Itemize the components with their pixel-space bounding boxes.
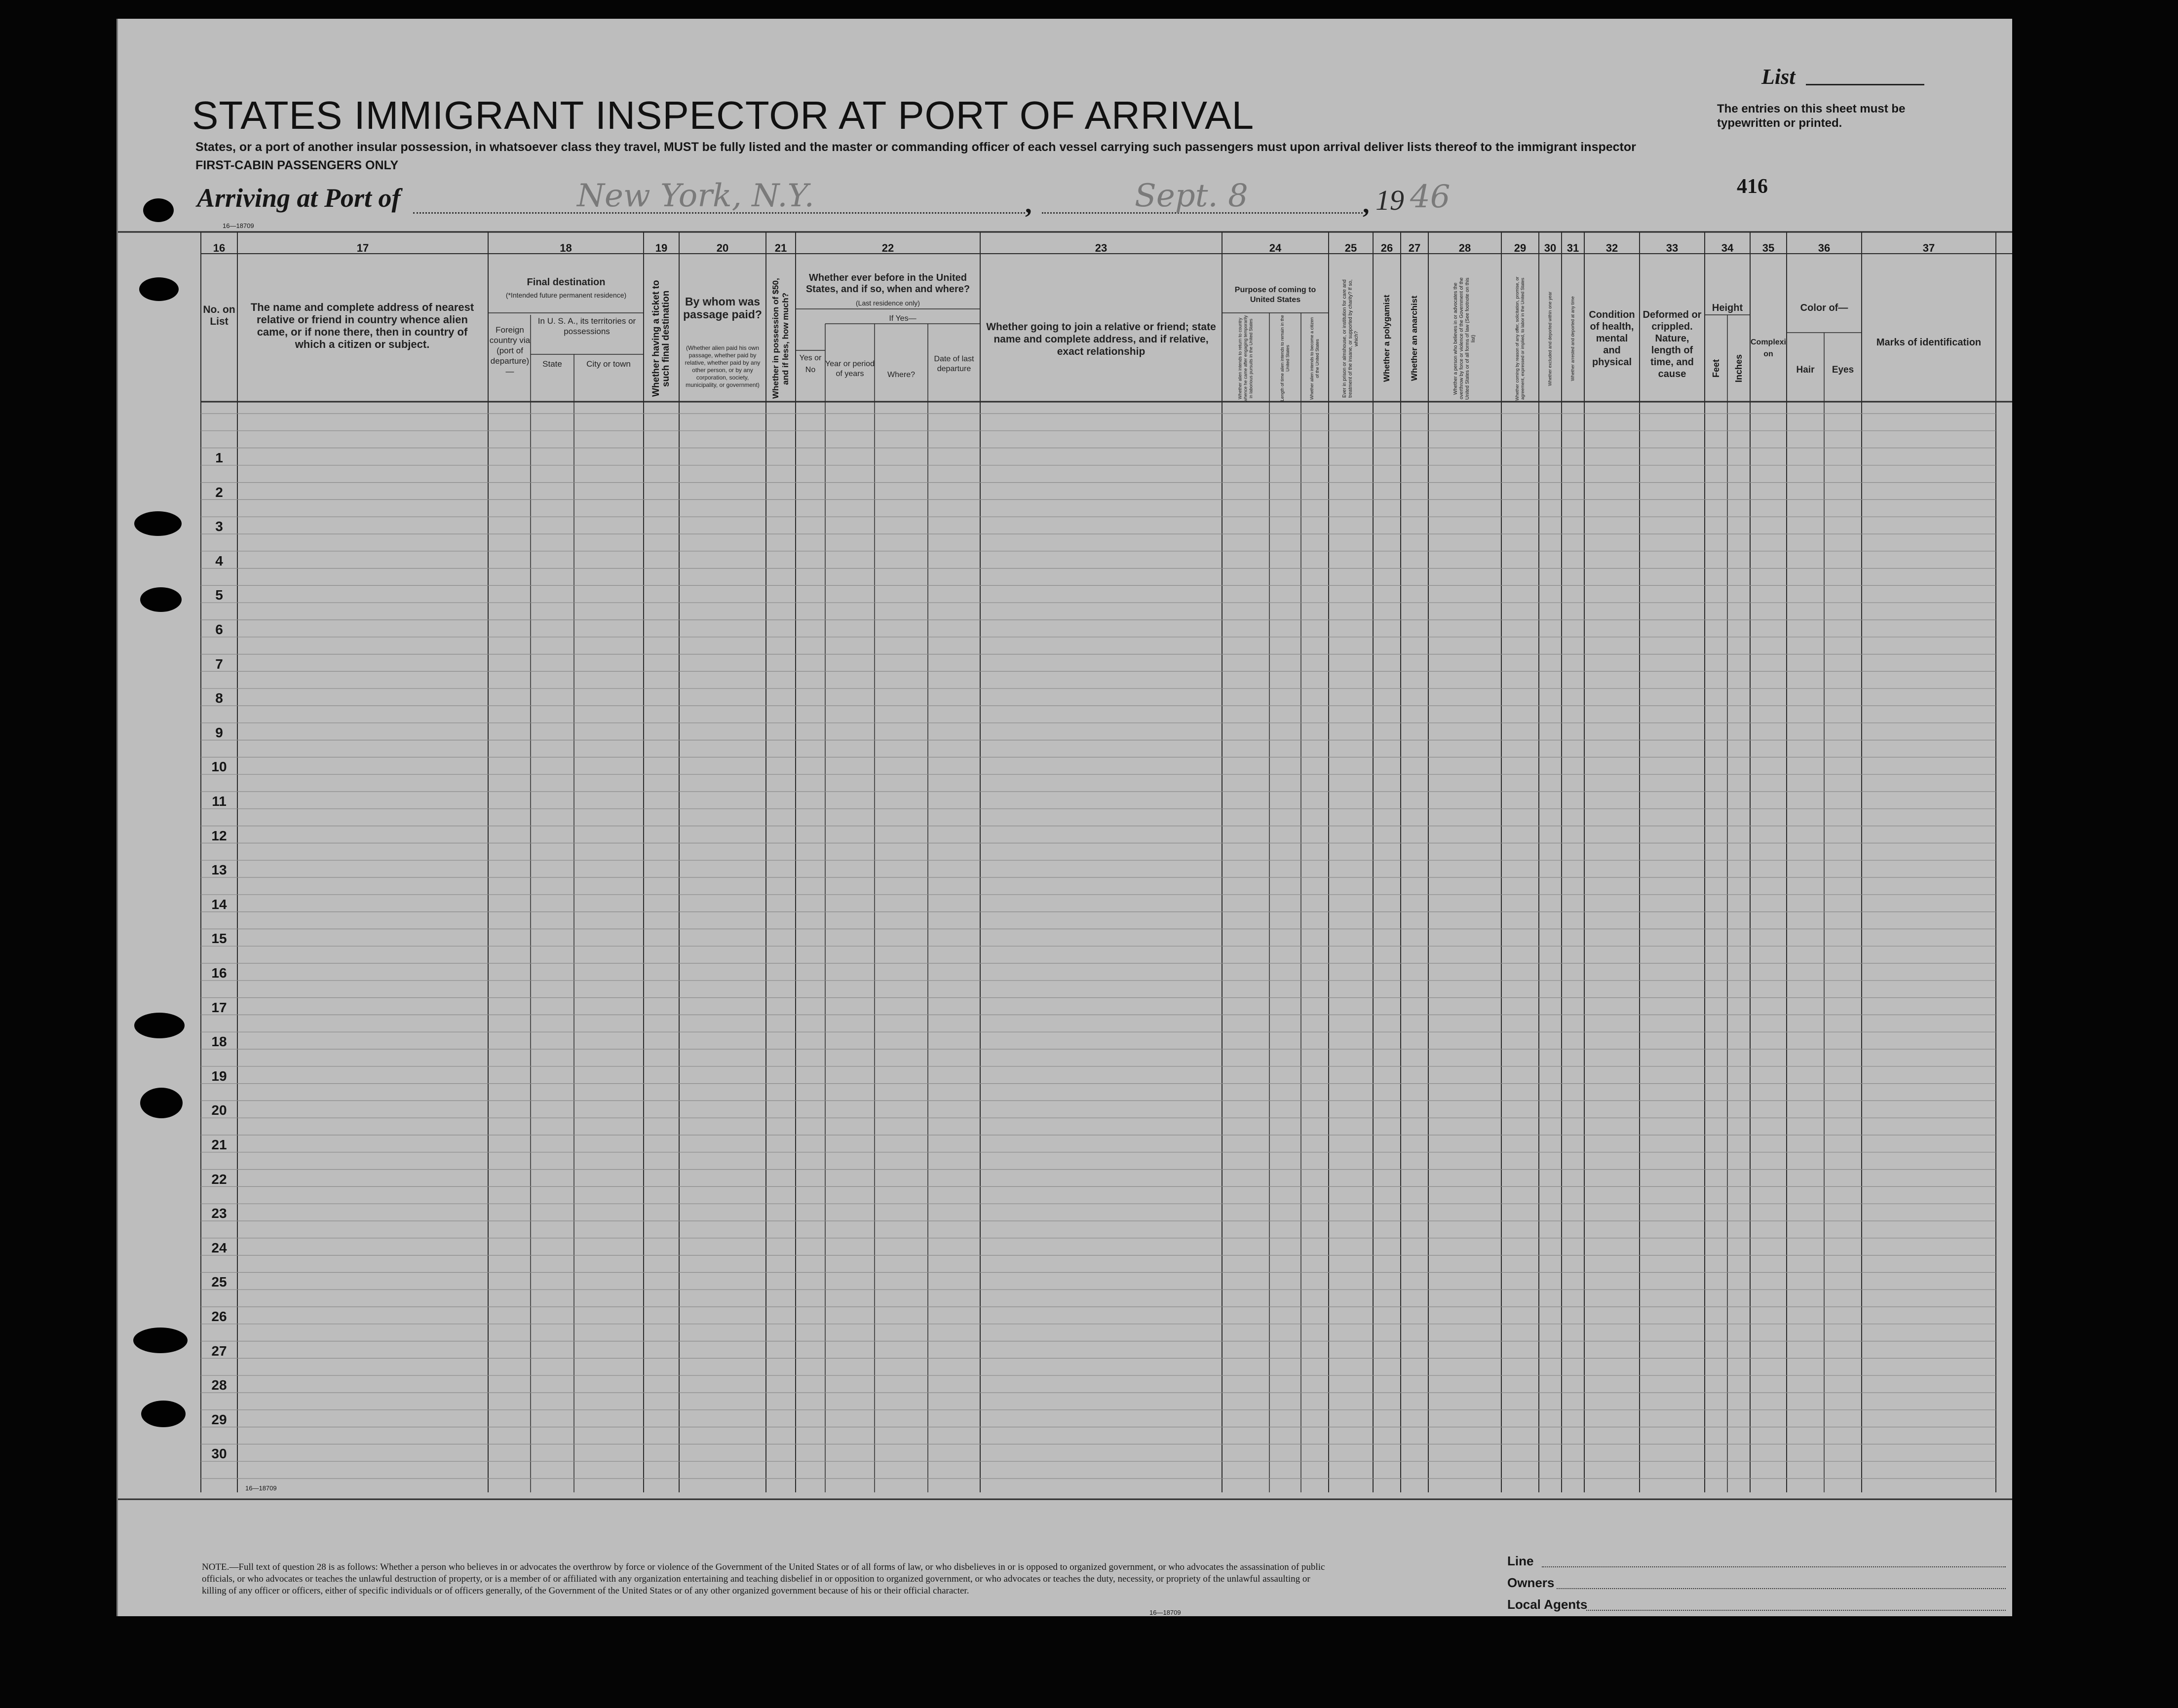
colnum-34: 34 bbox=[1721, 242, 1734, 254]
year-prefix: 19 bbox=[1376, 184, 1404, 216]
row-number: 22 bbox=[211, 1171, 227, 1187]
header-inches: Inches bbox=[1734, 354, 1744, 382]
row-number: 16 bbox=[211, 965, 227, 981]
row-number: 12 bbox=[211, 828, 227, 843]
form-number-top: 16—18709 bbox=[223, 222, 254, 229]
row-number: 17 bbox=[211, 999, 227, 1015]
hole-punch bbox=[133, 1328, 188, 1353]
header-fifty-dollars: Whether in possession of $50, and if less, how much? bbox=[771, 278, 790, 399]
colnum-35: 35 bbox=[1762, 242, 1775, 254]
hole-punch bbox=[139, 277, 179, 301]
row-number: 28 bbox=[211, 1377, 227, 1393]
colnum-31: 31 bbox=[1567, 242, 1579, 254]
row-number: 10 bbox=[211, 759, 227, 775]
colnum-24: 24 bbox=[1269, 242, 1282, 254]
colnum-37: 37 bbox=[1922, 242, 1935, 254]
row-number: 24 bbox=[211, 1240, 227, 1255]
header-in-usa: In U. S. A., its territories or possessions bbox=[537, 316, 636, 336]
hole-punch bbox=[134, 1013, 185, 1038]
header-passage-paid: By whom was passage paid? bbox=[683, 295, 762, 321]
header-ticket: Whether having a ticket to such final destination bbox=[651, 280, 671, 397]
hole-punch bbox=[143, 198, 174, 222]
colnum-16: 16 bbox=[213, 242, 226, 254]
row-number: 5 bbox=[215, 587, 223, 603]
local-agents-label: Local Agents bbox=[1507, 1597, 1588, 1612]
header-joining-relative: Whether going to join a relative or friend; state name and complete address, and if relative, exact relationship bbox=[986, 321, 1216, 357]
header-nearest-relative: The name and complete address of nearest relative or friend in country whence alien came, or if none there, then in country of which a citizen or subject. bbox=[250, 301, 474, 350]
comma-separator-2: , bbox=[1363, 189, 1370, 219]
row-number: 2 bbox=[215, 484, 223, 500]
row-number: 25 bbox=[211, 1274, 227, 1290]
row-number: 21 bbox=[211, 1137, 227, 1152]
form-instructions: States, or a port of another insular possession, in whatsoever class they travel, MUST be fully listed and the master or commanding officer of each vessel carrying such passengers must upon arrival deliver lists thereof to the immigrant inspector bbox=[195, 140, 1636, 154]
colnum-27: 27 bbox=[1408, 242, 1421, 254]
row-number: 1 bbox=[215, 450, 223, 465]
header-complexion: Complexion bbox=[1750, 338, 1786, 358]
hole-punch bbox=[141, 1401, 186, 1427]
header-labor-offer: Whether coming by reason of any offer, solicitation, promise, or agreement, expressed or implied, to labor in the United States bbox=[1515, 276, 1525, 401]
owners-field[interactable] bbox=[1557, 1588, 2006, 1589]
colnum-29: 29 bbox=[1514, 242, 1527, 254]
line-field[interactable] bbox=[1542, 1566, 2006, 1567]
colnum-18: 18 bbox=[560, 242, 572, 254]
typewritten-notice: The entries on this sheet must be typewritten or printed. bbox=[1717, 102, 1906, 130]
header-identification-marks: Marks of identification bbox=[1876, 337, 1982, 348]
footnote-question-28: NOTE.—Full text of question 28 is as follows: Whether a person who believes in or advocates the overthrow by force or violence of the Government of the United States or of all forms of law, or who disbelieves in or is opposed to organized government, or who advocates the assassination of public officials, or who advocates or teaches the unlawful destruction of property, or is a member of or affiliated with any organization entertaining and teaching disbelief in or opposition to organized government, or who advocates or teaches the duty, necessity, or propriety of the unlawful assaulting or killing of any officer or officers, either of specific individuals or of officers generally, of the Government of the United States or of any other organized government because of his or their official character. bbox=[202, 1562, 1325, 1596]
header-where: Where? bbox=[887, 371, 916, 379]
header-final-destination: Final destination bbox=[527, 277, 606, 288]
row-number: 6 bbox=[215, 622, 223, 637]
row-number: 9 bbox=[215, 724, 223, 740]
row-number: 14 bbox=[211, 896, 227, 912]
header-final-destination-note: (*Intended future permanent residence) bbox=[505, 291, 627, 299]
colnum-30: 30 bbox=[1544, 242, 1557, 254]
line-label: Line bbox=[1507, 1554, 1534, 1568]
local-agents-field[interactable] bbox=[1586, 1610, 2006, 1611]
row-number: 27 bbox=[211, 1343, 227, 1359]
colnum-19: 19 bbox=[655, 242, 668, 254]
row-number: 13 bbox=[211, 862, 227, 878]
colnum-23: 23 bbox=[1095, 242, 1108, 254]
manifest-sheet bbox=[116, 19, 2012, 1616]
row-number: 18 bbox=[211, 1034, 227, 1050]
comma-separator: , bbox=[1025, 189, 1032, 219]
form-number-bottom: 16—18709 bbox=[245, 1484, 277, 1492]
header-polygamist: Whether a polygamist bbox=[1382, 295, 1391, 382]
row-number: 20 bbox=[211, 1102, 227, 1118]
header-foreign-country: Foreign country via (port of departure)— bbox=[489, 325, 531, 376]
header-deformed: Deformed or crippled. Nature, length of time, and cause bbox=[1643, 309, 1702, 380]
row-number: 4 bbox=[215, 553, 223, 569]
header-last-departure: Date of last departure bbox=[934, 355, 974, 373]
row-number: 29 bbox=[211, 1411, 227, 1427]
header-color-of: Color of— bbox=[1800, 303, 1848, 313]
date-value-handwritten: Sept. 8 bbox=[1135, 178, 1248, 214]
header-purpose: Purpose of coming to United States bbox=[1234, 286, 1316, 304]
row-number: 23 bbox=[211, 1206, 227, 1221]
header-last-residence: (Last residence only) bbox=[856, 299, 920, 307]
row-number: 30 bbox=[211, 1446, 227, 1462]
colnum-28: 28 bbox=[1458, 242, 1471, 254]
list-label: List bbox=[1761, 65, 1796, 89]
header-overthrow: Whether a person who believes in or advocates the overthrow by force or violence of the Government of the United States or of all forms of law (See footnote on this list) bbox=[1453, 277, 1476, 400]
header-yes-or-no: Yes or No bbox=[799, 354, 822, 374]
colnum-20: 20 bbox=[716, 242, 729, 254]
passenger-class: FIRST-CABIN PASSENGERS ONLY bbox=[195, 158, 399, 172]
hole-punch bbox=[140, 587, 182, 612]
port-value-handwritten: New York, N.Y. bbox=[577, 178, 814, 214]
colnum-22: 22 bbox=[881, 242, 894, 254]
header-prison-almshouse: Ever in prison or almshouse, or institution for care and treatment of the insane, or supported by charity? If so, which? bbox=[1342, 279, 1359, 398]
header-no-on-list: No. on List bbox=[203, 304, 235, 327]
row-number: 11 bbox=[212, 794, 227, 809]
ledger-grid bbox=[118, 19, 2012, 1616]
colnum-26: 26 bbox=[1380, 242, 1393, 254]
sheet-number: 416 bbox=[1737, 175, 1768, 198]
header-state: State bbox=[542, 359, 562, 369]
port-label: Arriving at Port of bbox=[197, 183, 401, 213]
form-title: STATES IMMIGRANT INSPECTOR AT PORT OF ARRIVAL bbox=[192, 93, 1255, 137]
header-deported: Whether arrested and deported at any time bbox=[1570, 296, 1575, 381]
header-purpose-citizen: Whether alien intends to become a citizen of the United States bbox=[1309, 317, 1320, 400]
row-number: 7 bbox=[215, 656, 223, 672]
header-anarchist: Whether an anarchist bbox=[1410, 296, 1419, 381]
header-feet: Feet bbox=[1711, 359, 1721, 378]
colnum-21: 21 bbox=[774, 242, 787, 254]
colnum-25: 25 bbox=[1344, 242, 1357, 254]
header-purpose-return: Whether alien intends to return to country whence he came after engaging temporarily in laborious pursuits in the United States bbox=[1237, 315, 1254, 402]
header-passage-paid-note: (Whether alien paid his own passage, whether paid by relative, whether paid by any other person, or by any corporation, society, municipality, or government) bbox=[685, 344, 761, 388]
header-if-yes: If Yes— bbox=[889, 314, 917, 323]
row-number: 3 bbox=[215, 519, 223, 534]
colnum-32: 32 bbox=[1605, 242, 1618, 254]
colnum-36: 36 bbox=[1818, 242, 1831, 254]
year-suffix-handwritten: 46 bbox=[1410, 179, 1451, 215]
form-number-footnote: 16—18709 bbox=[1149, 1609, 1181, 1616]
header-ever-in-us: Whether ever before in the United States, and if so, when and where? bbox=[805, 272, 970, 295]
row-number: 26 bbox=[211, 1309, 227, 1324]
hole-punch bbox=[140, 1088, 183, 1118]
header-excluded: Whether excluded and deported within one year bbox=[1547, 291, 1553, 386]
row-number: 15 bbox=[211, 931, 227, 947]
hole-punch bbox=[134, 511, 182, 536]
row-number: 8 bbox=[215, 690, 223, 706]
header-eyes: Eyes bbox=[1832, 365, 1854, 375]
row-number: 19 bbox=[211, 1068, 227, 1084]
header-health: Condition of health, mental and physical bbox=[1589, 309, 1635, 368]
header-period-of-years: Year or period of years bbox=[825, 360, 875, 378]
header-hair: Hair bbox=[1796, 365, 1815, 375]
header-city: City or town bbox=[586, 359, 631, 369]
colnum-33: 33 bbox=[1666, 242, 1679, 254]
header-purpose-length: Length of time alien intends to remain in the United States bbox=[1280, 315, 1290, 402]
owners-label: Owners bbox=[1507, 1575, 1555, 1590]
header-height: Height bbox=[1712, 303, 1743, 313]
colnum-17: 17 bbox=[356, 242, 369, 254]
